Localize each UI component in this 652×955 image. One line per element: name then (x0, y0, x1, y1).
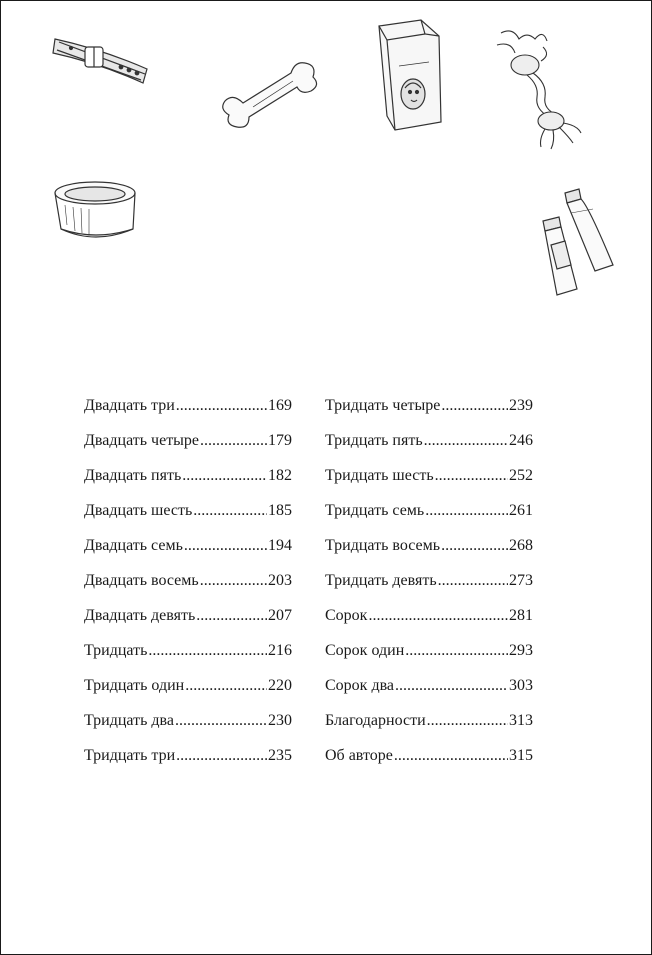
toc-entry (325, 712, 533, 747)
toc-entry-page-number: 313 (509, 712, 533, 729)
toc-entry-title: Сорок (325, 607, 368, 624)
toc-entry-page-number: 220 (268, 677, 292, 694)
rope-toy-icon (493, 25, 585, 151)
toc-entry-page-number: 246 (509, 432, 533, 449)
toc-entry (84, 642, 292, 677)
toc-entry-leader (184, 537, 267, 555)
toc-entry-leader (200, 572, 267, 590)
toc-entry-page-number: 169 (268, 397, 292, 414)
toc-entry (325, 467, 533, 502)
toc-entry-title: Двадцать три (84, 397, 175, 414)
toc-entry-leader (427, 712, 508, 730)
toc-entry-page-number: 281 (509, 607, 533, 624)
toc-entry (84, 537, 292, 572)
toc-entry-title: Благодарности (325, 712, 426, 729)
toc-entry-title: Двадцать девять (84, 607, 196, 624)
toc-entry-title: Двадцать шесть (84, 502, 193, 519)
toc-entry-leader (395, 677, 508, 695)
toc-entry-page-number: 252 (509, 467, 533, 484)
shampoo-bottles-icon (533, 185, 617, 297)
toc-entry (325, 607, 533, 642)
toc-entry-leader (175, 712, 267, 730)
toc-entry-title: Двадцать семь (84, 537, 183, 554)
toc-entry (325, 572, 533, 607)
food-bag-icon (373, 16, 445, 132)
toc-entry (325, 397, 533, 432)
toc-entry-title: Тридцать девять (325, 572, 437, 589)
toc-entry (84, 572, 292, 607)
toc-entry-leader (405, 642, 508, 660)
toc-entry-page-number: 268 (509, 537, 533, 554)
toc-entry (325, 432, 533, 467)
toc-entry-title: Тридцать шесть (325, 467, 434, 484)
toc-entry-page-number: 230 (268, 712, 292, 729)
toc-entry-title: Тридцать один (84, 677, 185, 694)
bone-icon (213, 45, 323, 131)
toc-column-left (84, 397, 292, 782)
toc-entry-title: Тридцать четыре (325, 397, 441, 414)
toc-entry-leader (193, 502, 267, 520)
toc-entry-title: Сорок один (325, 642, 405, 659)
toc-entry-page-number: 273 (509, 572, 533, 589)
toc-entry-leader (441, 537, 508, 555)
toc-entry-page-number: 315 (509, 747, 533, 764)
toc-entry-leader (200, 432, 267, 450)
dog-collar-icon (51, 27, 151, 87)
toc-entry (84, 397, 292, 432)
toc-entry-leader (394, 747, 508, 765)
dog-bowl-icon (49, 175, 141, 245)
toc-entry-leader (148, 642, 267, 660)
toc-column-right (325, 397, 533, 782)
toc-entry-page-number: 194 (268, 537, 292, 554)
toc-entry-title: Двадцать пять (84, 467, 182, 484)
toc-entry (84, 432, 292, 467)
toc-entry (325, 537, 533, 572)
toc-entry-page-number: 303 (509, 677, 533, 694)
toc-entry-page-number: 293 (509, 642, 533, 659)
toc-entry-title: Тридцать семь (325, 502, 425, 519)
toc-entry-page-number: 203 (268, 572, 292, 589)
toc-entry-page-number: 182 (268, 467, 292, 484)
toc-entry-title: Тридцать пять (325, 432, 423, 449)
toc-entry-page-number: 216 (268, 642, 292, 659)
toc-entry-leader (438, 572, 508, 590)
toc-entry-title: Тридцать три (84, 747, 176, 764)
toc-entry (84, 467, 292, 502)
toc-entry-leader (176, 397, 267, 415)
toc-entry-page-number: 179 (268, 432, 292, 449)
toc-entry-title: Тридцать (84, 642, 148, 659)
toc-entry (84, 502, 292, 537)
toc-entry-title: Об авторе (325, 747, 393, 764)
toc-entry-leader (185, 677, 267, 695)
toc-entry (325, 502, 533, 537)
toc-entry-page-number: 207 (268, 607, 292, 624)
toc-entry-leader (176, 747, 267, 765)
toc-entry-title: Тридцать восемь (325, 537, 441, 554)
toc-entry-title: Тридцать два (84, 712, 174, 729)
toc-entry-leader (424, 432, 508, 450)
toc-entry (84, 677, 292, 712)
toc-entry (325, 642, 533, 677)
toc-entry-title: Двадцать четыре (84, 432, 200, 449)
toc-entry-leader (368, 607, 508, 625)
toc-entry-leader (196, 607, 267, 625)
toc-entry-title: Сорок два (325, 677, 395, 694)
toc-entry-leader (441, 397, 508, 415)
toc-entry-leader (435, 467, 508, 485)
toc-entry (325, 677, 533, 712)
toc-entry-page-number: 185 (268, 502, 292, 519)
toc-entry-title: Двадцать восемь (84, 572, 199, 589)
toc-entry-page-number: 235 (268, 747, 292, 764)
toc-entry-leader (425, 502, 508, 520)
toc-entry (325, 747, 533, 782)
toc-entry (84, 712, 292, 747)
toc-entry (84, 607, 292, 642)
toc-entry-leader (182, 467, 267, 485)
toc-entry (84, 747, 292, 782)
toc-entry-page-number: 261 (509, 502, 533, 519)
toc-entry-page-number: 239 (509, 397, 533, 414)
